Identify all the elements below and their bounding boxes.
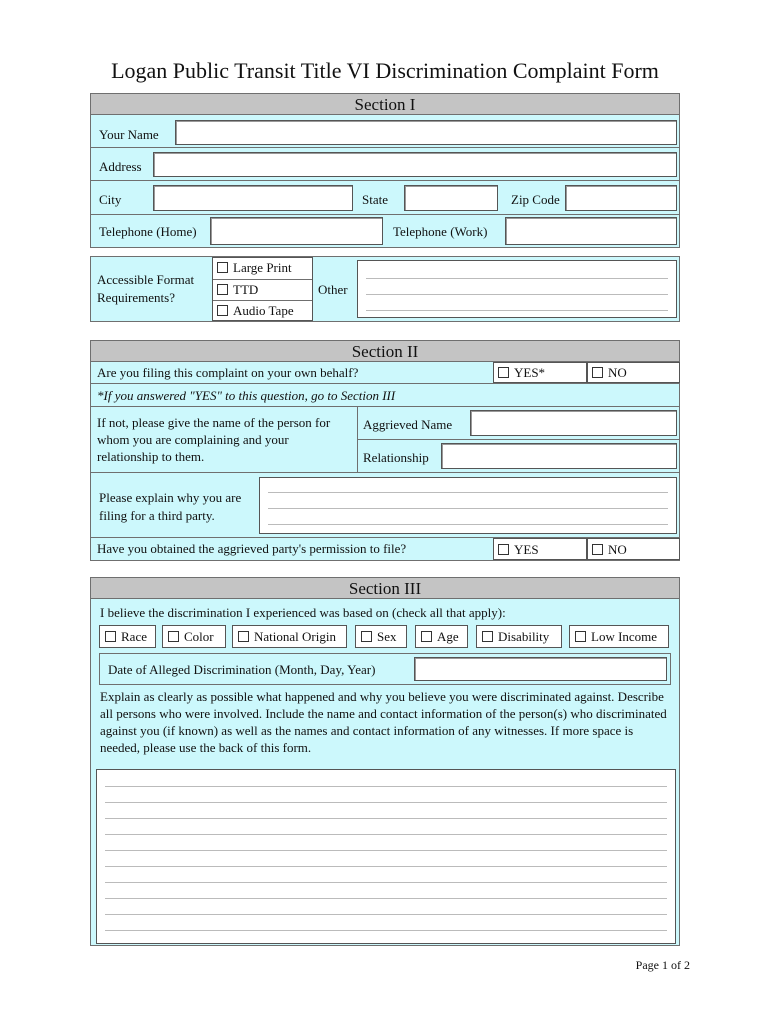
ttd-checkbox[interactable] [217,284,228,295]
disability-label: Disability [498,629,550,644]
permission-no-label: NO [608,542,627,557]
large-print-checkbox[interactable] [217,262,228,273]
aggrieved-name-label: Aggrieved Name [363,417,453,432]
zip-label: Zip Code [511,192,560,207]
explain-textarea[interactable] [96,769,676,944]
accessible-format-panel [90,256,680,322]
note-row [90,384,680,407]
telephone-work-label: Telephone (Work) [393,224,488,239]
zip-input[interactable] [565,185,677,211]
state-input[interactable] [404,185,498,211]
section-1-panel [90,114,680,248]
format-options-box [212,257,313,321]
explain-third-party-row [90,473,680,538]
race-checkbox[interactable] [105,631,116,642]
low-income-label: Low Income [591,629,658,644]
telephone-home-label: Telephone (Home) [99,224,197,239]
permission-yes-label: YES [514,542,539,557]
basis-national-origin[interactable] [232,625,347,648]
your-name-input[interactable] [175,120,677,145]
low-income-checkbox[interactable] [575,631,586,642]
basis-race[interactable] [99,625,156,648]
basis-disability[interactable] [476,625,562,648]
basis-low-income[interactable] [569,625,669,648]
relationship-input[interactable] [441,443,677,469]
disability-checkbox[interactable] [482,631,493,642]
national-origin-checkbox[interactable] [238,631,249,642]
age-label: Age [437,629,459,644]
basis-age[interactable] [415,625,468,648]
aggrieved-name-input[interactable] [470,410,677,436]
audio-tape-checkbox[interactable] [217,305,228,316]
own-behalf-no-checkbox[interactable] [592,367,603,378]
form-title: Logan Public Transit Title VI Discrimination Complaint Form [111,58,659,83]
own-behalf-question: Are you filing this complaint on your own behalf? [97,365,359,380]
city-input[interactable] [153,185,353,211]
own-behalf-no[interactable] [587,362,680,383]
section-3-header: Section III [90,577,680,599]
format-audio-tape[interactable] [217,303,294,319]
explain-third-party-label: Please explain why you are filing for a third party. [99,490,242,523]
own-behalf-no-label: NO [608,365,627,380]
city-label: City [99,192,122,207]
own-behalf-row [90,362,680,384]
permission-yes-checkbox[interactable] [498,544,509,555]
own-behalf-yes-label: YES* [514,365,546,380]
relationship-label: Relationship [363,450,429,465]
large-print-label: Large Print [233,260,292,275]
sex-label: Sex [377,629,397,644]
format-large-print[interactable] [217,260,292,276]
explain-third-party-textarea[interactable] [259,477,677,534]
basis-color[interactable] [162,625,226,648]
ttd-label: TTD [233,282,259,297]
permission-no[interactable] [587,538,680,560]
date-input[interactable] [414,657,667,681]
age-checkbox[interactable] [421,631,432,642]
permission-question: Have you obtained the aggrieved party's permission to file? [97,541,407,556]
permission-yes[interactable] [493,538,587,560]
if-not-instructions: If not, please give the name of the person for whom you are complaining and your relationship to them. [97,415,331,464]
your-name-label: Your Name [99,127,159,142]
other-label: Other [318,282,348,297]
state-label: State [362,192,388,207]
basis-intro: I believe the discrimination I experienced was based on (check all that apply): [100,605,506,620]
permission-no-checkbox[interactable] [592,544,603,555]
audio-tape-label: Audio Tape [233,303,294,318]
national-origin-label: National Origin [254,629,336,644]
section-1-header: Section I [90,93,680,115]
color-label: Color [184,629,214,644]
sex-checkbox[interactable] [361,631,372,642]
explain-instructions: Explain as clearly as possible what happened and why you believe you were discriminated against. Describe all persons who were involved. Include the name and contact information of the person(s) who discriminated against you (if known) as well as the names and contact information of any witnesses. If more space is needed, please use the back of this form. [100,689,667,755]
address-input[interactable] [153,152,677,177]
section-2-header: Section II [90,340,680,362]
own-behalf-yes[interactable] [493,362,587,383]
date-row [99,653,671,685]
accessible-format-label: Accessible Format Requirements? [97,272,195,305]
telephone-work-input[interactable] [505,217,677,245]
format-ttd[interactable] [217,282,258,298]
yes-note: *If you answered "YES" to this question, go to Section III [97,388,396,403]
color-checkbox[interactable] [168,631,179,642]
telephone-home-input[interactable] [210,217,383,245]
race-label: Race [121,629,147,644]
third-party-row [90,407,680,473]
date-label: Date of Alleged Discrimination (Month, Day, Year) [108,662,376,677]
own-behalf-yes-checkbox[interactable] [498,367,509,378]
section-3-panel [90,599,680,946]
page-number: Page 1 of 2 [635,958,690,972]
permission-row [90,538,680,561]
other-format-textarea[interactable] [357,260,677,318]
address-label: Address [99,159,142,174]
basis-sex[interactable] [355,625,407,648]
